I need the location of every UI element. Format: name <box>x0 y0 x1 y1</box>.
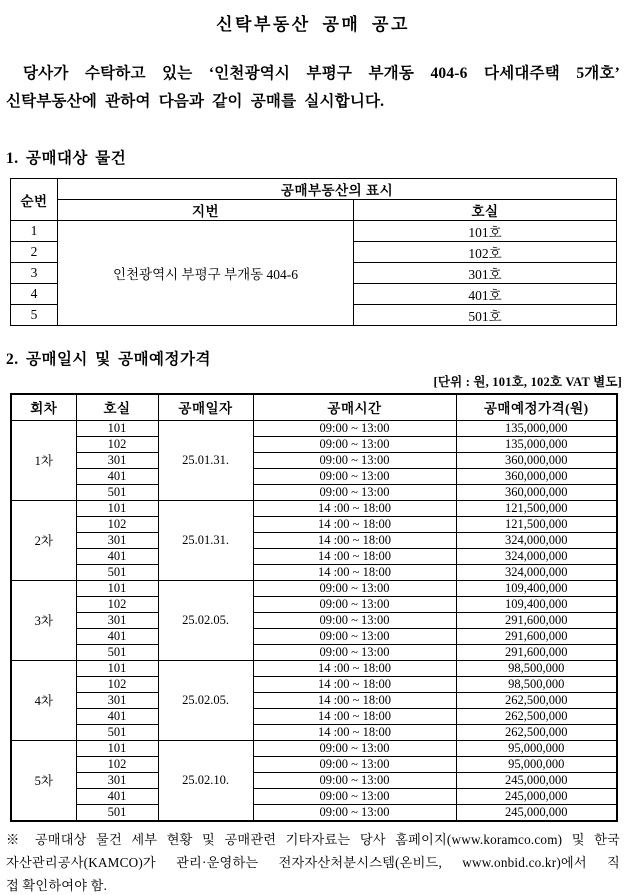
cell-price: 360,000,000 <box>456 452 617 468</box>
header-col-room: 호실 <box>354 200 617 221</box>
cell-no: 2 <box>11 242 58 263</box>
cell-price: 121,500,000 <box>456 500 617 516</box>
schedule-table <box>10 393 618 822</box>
cell-price: 245,000,000 <box>456 788 617 804</box>
table-row <box>11 200 617 221</box>
cell-room: 301 <box>76 772 158 788</box>
cell-room: 102 <box>76 756 158 772</box>
cell-price: 324,000,000 <box>456 548 617 564</box>
table-row <box>11 580 617 596</box>
cell-room: 501 <box>76 484 158 500</box>
cell-price: 245,000,000 <box>456 804 617 821</box>
cell-price: 98,500,000 <box>456 676 617 692</box>
cell-time: 09:00 ~ 13:00 <box>253 644 456 660</box>
cell-room: 102 <box>76 436 158 452</box>
unit-note: [단위 : 원, 101호, 102호 VAT 별도] <box>433 375 622 389</box>
table-row <box>11 564 617 580</box>
cell-time: 09:00 ~ 13:00 <box>253 436 456 452</box>
table-row <box>11 628 617 644</box>
cell-room: 401호 <box>354 284 617 305</box>
cell-time: 09:00 ~ 13:00 <box>253 628 456 644</box>
cell-date: 25.02.10. <box>158 740 253 821</box>
cell-round: 4차 <box>11 660 76 740</box>
table-row <box>11 788 617 804</box>
cell-time: 09:00 ~ 13:00 <box>253 756 456 772</box>
table-row <box>11 420 617 436</box>
footnote <box>6 828 620 895</box>
table-row <box>11 692 617 708</box>
cell-price: 109,400,000 <box>456 580 617 596</box>
header-col-no: 순번 <box>11 179 58 221</box>
cell-price: 262,500,000 <box>456 708 617 724</box>
table-row <box>11 436 617 452</box>
property-table <box>10 178 617 326</box>
page-title: 신탁부동산 공매 공고 <box>216 15 410 34</box>
cell-round: 1차 <box>11 420 76 500</box>
table-row <box>11 724 617 740</box>
cell-time: 14 :00 ~ 18:00 <box>253 660 456 676</box>
table-row <box>11 660 617 676</box>
cell-room: 101 <box>76 580 158 596</box>
cell-price: 291,600,000 <box>456 612 617 628</box>
cell-room: 301 <box>76 452 158 468</box>
cell-time: 14 :00 ~ 18:00 <box>253 692 456 708</box>
cell-no: 1 <box>11 221 58 242</box>
table-row <box>11 500 617 516</box>
header-date: 공매일자 <box>158 394 253 420</box>
table-header-row <box>11 394 617 420</box>
table-row <box>11 484 617 500</box>
cell-room: 101 <box>76 740 158 756</box>
cell-time: 14 :00 ~ 18:00 <box>253 724 456 740</box>
cell-no: 3 <box>11 263 58 284</box>
intro-paragraph <box>6 60 620 116</box>
cell-no: 5 <box>11 305 58 326</box>
table-row <box>11 548 617 564</box>
cell-round: 3차 <box>11 580 76 660</box>
cell-time: 09:00 ~ 13:00 <box>253 468 456 484</box>
table-row <box>11 612 617 628</box>
header-room: 호실 <box>76 394 158 420</box>
intro-line-2: 신탁부동산에 관하여 다음과 같이 공매를 실시합니다. <box>6 93 385 110</box>
cell-no: 4 <box>11 284 58 305</box>
cell-price: 98,500,000 <box>456 660 617 676</box>
cell-room: 301 <box>76 532 158 548</box>
cell-room: 401 <box>76 548 158 564</box>
table-row <box>11 452 617 468</box>
cell-price: 95,000,000 <box>456 740 617 756</box>
cell-price: 135,000,000 <box>456 420 617 436</box>
cell-date: 25.02.05. <box>158 580 253 660</box>
cell-time: 14 :00 ~ 18:00 <box>253 516 456 532</box>
cell-room: 102 <box>76 516 158 532</box>
table-row <box>11 756 617 772</box>
cell-price: 262,500,000 <box>456 724 617 740</box>
cell-time: 14 :00 ~ 18:00 <box>253 548 456 564</box>
intro-line-1: 당사가 수탁하고 있는 ‘인천광역시 부평구 부개동 404-6 다세대주택 5개호’ <box>23 65 620 82</box>
cell-room: 101 <box>76 420 158 436</box>
footnote-line-2: 자산관리공사(KAMCO)가 관리·운영하는 전자자산처분시스템(온비드, www.onbid.co.kr)에서 직 <box>6 854 620 870</box>
cell-price: 135,000,000 <box>456 436 617 452</box>
cell-round: 2차 <box>11 500 76 580</box>
table-row <box>11 708 617 724</box>
table-row <box>11 772 617 788</box>
cell-date: 25.02.05. <box>158 660 253 740</box>
cell-price: 360,000,000 <box>456 468 617 484</box>
table-row <box>11 644 617 660</box>
table-row <box>11 740 617 756</box>
cell-room: 501호 <box>354 305 617 326</box>
table-row <box>11 468 617 484</box>
cell-room: 401 <box>76 708 158 724</box>
cell-room: 501 <box>76 804 158 821</box>
cell-room: 102 <box>76 676 158 692</box>
cell-time: 09:00 ~ 13:00 <box>253 580 456 596</box>
cell-time: 09:00 ~ 13:00 <box>253 612 456 628</box>
header-price: 공매예정가격(원) <box>456 394 617 420</box>
header-col-jibun: 지번 <box>58 200 354 221</box>
cell-time: 09:00 ~ 13:00 <box>253 420 456 436</box>
cell-room: 401 <box>76 628 158 644</box>
cell-room: 102호 <box>354 242 617 263</box>
header-round: 회차 <box>11 394 76 420</box>
cell-time: 14 :00 ~ 18:00 <box>253 532 456 548</box>
cell-time: 09:00 ~ 13:00 <box>253 484 456 500</box>
cell-price: 291,600,000 <box>456 644 617 660</box>
cell-price: 324,000,000 <box>456 532 617 548</box>
cell-time: 14 :00 ~ 18:00 <box>253 564 456 580</box>
cell-time: 09:00 ~ 13:00 <box>253 596 456 612</box>
table-row <box>11 804 617 821</box>
table-row <box>11 676 617 692</box>
cell-price: 262,500,000 <box>456 692 617 708</box>
cell-jibun: 인천광역시 부평구 부개동 404-6 <box>58 221 354 326</box>
cell-room: 102 <box>76 596 158 612</box>
cell-time: 14 :00 ~ 18:00 <box>253 708 456 724</box>
footnote-line-1: ※ 공매대상 물건 세부 현황 및 공매관련 기타자료는 당사 홈페이지(www.koramco.com) 및 한국 <box>6 831 620 847</box>
cell-room: 101 <box>76 500 158 516</box>
cell-room: 301호 <box>354 263 617 284</box>
table-row <box>11 221 617 242</box>
table-row <box>11 532 617 548</box>
cell-time: 14 :00 ~ 18:00 <box>253 500 456 516</box>
section2-heading: 2. 공매일시 및 공매예정가격 <box>6 351 211 368</box>
cell-time: 09:00 ~ 13:00 <box>253 788 456 804</box>
cell-price: 109,400,000 <box>456 596 617 612</box>
header-group: 공매부동산의 표시 <box>58 179 617 200</box>
cell-time: 09:00 ~ 13:00 <box>253 804 456 821</box>
cell-date: 25.01.31. <box>158 500 253 580</box>
cell-room: 401 <box>76 788 158 804</box>
cell-room: 501 <box>76 644 158 660</box>
cell-room: 501 <box>76 724 158 740</box>
footnote-line-3: 접 확인하여야 함. <box>6 877 108 893</box>
cell-room: 101호 <box>354 221 617 242</box>
cell-price: 95,000,000 <box>456 756 617 772</box>
cell-time: 09:00 ~ 13:00 <box>253 740 456 756</box>
cell-time: 09:00 ~ 13:00 <box>253 452 456 468</box>
cell-room: 301 <box>76 692 158 708</box>
header-time: 공매시간 <box>253 394 456 420</box>
cell-price: 245,000,000 <box>456 772 617 788</box>
cell-time: 09:00 ~ 13:00 <box>253 772 456 788</box>
section1-heading: 1. 공매대상 물건 <box>6 150 127 167</box>
cell-room: 401 <box>76 468 158 484</box>
cell-price: 121,500,000 <box>456 516 617 532</box>
cell-date: 25.01.31. <box>158 420 253 500</box>
cell-price: 324,000,000 <box>456 564 617 580</box>
cell-price: 360,000,000 <box>456 484 617 500</box>
table-row <box>11 516 617 532</box>
cell-room: 501 <box>76 564 158 580</box>
table-row <box>11 179 617 200</box>
cell-price: 291,600,000 <box>456 628 617 644</box>
cell-room: 301 <box>76 612 158 628</box>
cell-time: 14 :00 ~ 18:00 <box>253 676 456 692</box>
cell-round: 5차 <box>11 740 76 821</box>
cell-room: 101 <box>76 660 158 676</box>
table-row <box>11 596 617 612</box>
